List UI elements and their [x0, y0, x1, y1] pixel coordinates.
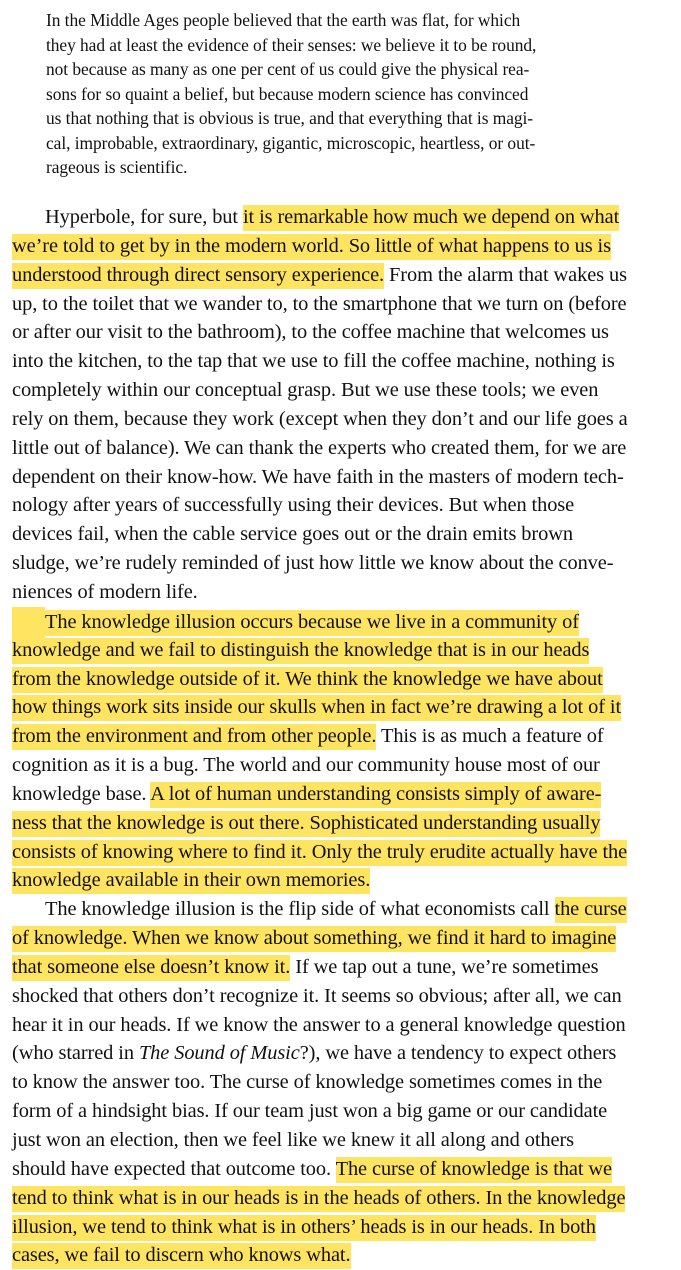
plain-text: Hyperbole, for sure, but — [45, 206, 243, 228]
highlighted-text: knowledge available in their own memories. — [12, 868, 370, 894]
epigraph-quote — [46, 8, 630, 180]
highlighted-text: understood through direct sensory experience. — [12, 263, 384, 289]
highlighted-text: of knowledge. When we know about something, we find it hard to imagine — [12, 926, 616, 952]
highlighted-text: ness that the knowledge is out there. Sophisticated understanding usually — [12, 811, 600, 837]
text-line — [12, 1241, 674, 1270]
quote-line: sons for so quaint a belief, but because modern science has convinced — [46, 83, 529, 104]
paragraph-indent — [12, 895, 45, 924]
highlighted-text: illusion, we tend to think what is in others’ heads is in our heads. In both — [12, 1215, 596, 1241]
text-line — [12, 809, 674, 838]
plain-text: The Sound of Music — [138, 1042, 300, 1065]
text-line — [12, 838, 674, 867]
plain-text: just won an election, then we feel like we knew it all along and others — [12, 1129, 574, 1151]
text-line — [12, 520, 674, 549]
quote-line: us that nothing that is obvious is true, and that everything that is magi- — [46, 108, 534, 128]
text-line — [12, 665, 674, 694]
text-line — [12, 866, 674, 895]
text-line — [12, 607, 674, 636]
highlighted-text: that someone else doesn’t know it. — [12, 955, 290, 981]
text-line — [12, 290, 674, 319]
quote-line: not because as many as one per cent of us could give the physical rea- — [46, 59, 530, 79]
highlighted-text: from the environment and from other people. — [12, 724, 376, 750]
plain-text: completely within our conceptual grasp. But we use these tools; we even — [12, 379, 599, 402]
plain-text: ?), we have a tendency to expect others — [299, 1042, 617, 1065]
plain-text: shocked that others don’t recognize it. It seems so obvious; after all, we can — [12, 984, 622, 1007]
text-line — [12, 578, 674, 607]
text-line — [12, 1039, 674, 1068]
body-text — [12, 203, 674, 1270]
highlighted-text: the curse — [555, 897, 627, 923]
text-line — [12, 463, 674, 492]
plain-text: dependent on their know-how. We have faith in the masters of modern tech- — [12, 465, 624, 488]
plain-text: (who starred in — [12, 1042, 139, 1065]
text-line — [12, 780, 674, 809]
text-line — [12, 722, 674, 751]
highlighted-text: The knowledge illusion occurs because we live in a community of — [45, 610, 579, 636]
plain-text: or after our visit to the bathroom), to the coffee machine that welcomes us — [12, 321, 609, 344]
text-line — [12, 895, 674, 924]
quote-line: they had at least the evidence of their senses: we believe it to be round, — [46, 34, 537, 55]
highlighted-text: The curse of knowledge is that we — [336, 1157, 612, 1183]
highlighted-text: how things work sits inside our skulls when in fact we’re drawing a lot of it — [12, 695, 621, 721]
plain-text: hear it in our heads. If we know the answer to a general knowledge question — [12, 1013, 626, 1036]
plain-text: niences of modern life. — [12, 580, 198, 603]
text-line — [12, 405, 674, 434]
text-line — [12, 549, 674, 578]
text-line — [12, 1068, 674, 1097]
highlighted-text: from the knowledge outside of it. We think the knowledge we have about — [12, 667, 603, 693]
plain-text: sludge, we’re rudely reminded of just how little we know about the conve- — [12, 552, 614, 575]
quote-line: cal, improbable, extraordinary, gigantic, microscopic, heartless, or out- — [46, 132, 536, 153]
text-line — [12, 1126, 674, 1155]
quote-line: In the Middle Ages people believed that the earth was flat, for which — [46, 10, 521, 30]
text-line — [12, 434, 674, 463]
text-line — [12, 261, 674, 290]
highlighted-text: cases, we fail to discern who knows what. — [12, 1243, 351, 1269]
text-line — [12, 751, 674, 780]
plain-text: knowledge base. — [12, 782, 151, 805]
text-line — [12, 232, 674, 261]
plain-text: nology after years of successfully using their devices. But when those — [12, 494, 575, 517]
plain-text: The knowledge illusion is the flip side of what economists call — [45, 898, 555, 921]
highlighted-text: knowledge and we fail to distinguish the knowledge that is in our heads — [12, 638, 589, 664]
plain-text: This is as much a feature of — [376, 725, 604, 748]
text-line — [12, 982, 674, 1011]
text-line — [12, 203, 674, 232]
plain-text: should have expected that outcome too. — [12, 1157, 336, 1180]
text-line — [12, 1213, 674, 1242]
plain-text: From the alarm that wakes us — [384, 263, 627, 286]
quote-line: rageous is scientific. — [46, 157, 188, 177]
plain-text: form of a hindsight bias. If our team just won a big game or our candidate — [12, 1100, 608, 1123]
paragraph-indent — [12, 203, 45, 232]
text-line — [12, 1097, 674, 1126]
text-line — [12, 693, 674, 722]
text-line — [12, 924, 674, 953]
plain-text: little out of balance). We can thank the experts who created them, for we are — [12, 436, 627, 459]
text-line — [12, 1011, 674, 1040]
text-line — [12, 1155, 674, 1184]
plain-text: devices fail, when the cable service goes out or the drain emits brown — [12, 523, 573, 546]
text-line — [12, 1184, 674, 1213]
highlighted-text: we’re told to get by in the modern world. So little of what happens to us is — [12, 234, 611, 260]
text-line — [12, 953, 674, 982]
plain-text: cognition as it is a bug. The world and our community house most of our — [12, 754, 600, 777]
highlighted-text: it is remarkable how much we depend on what — [243, 205, 619, 231]
plain-text: into the kitchen, to the tap that we use to fill the coffee machine, nothing is — [12, 350, 615, 373]
highlighted-text: A lot of human understanding consists simply of aware- — [150, 782, 601, 808]
text-line — [12, 491, 674, 520]
plain-text: rely on them, because they work (except when they don’t and our life goes a — [12, 407, 628, 430]
text-line — [12, 347, 674, 376]
paragraph-indent — [12, 607, 45, 640]
plain-text: up, to the toilet that we wander to, to the smartphone that we turn on (before — [12, 292, 627, 315]
highlighted-text: consists of knowing where to find it. Only the truly erudite actually have the — [12, 840, 627, 866]
text-line — [12, 318, 674, 347]
plain-text: to know the answer too. The curse of knowledge sometimes comes in the — [12, 1071, 603, 1094]
text-line — [12, 376, 674, 405]
text-line — [12, 636, 674, 665]
highlighted-text: tend to think what is in our heads is in the heads of others. In the knowledge — [12, 1186, 625, 1212]
plain-text: If we tap out a tune, we’re sometimes — [290, 955, 599, 978]
